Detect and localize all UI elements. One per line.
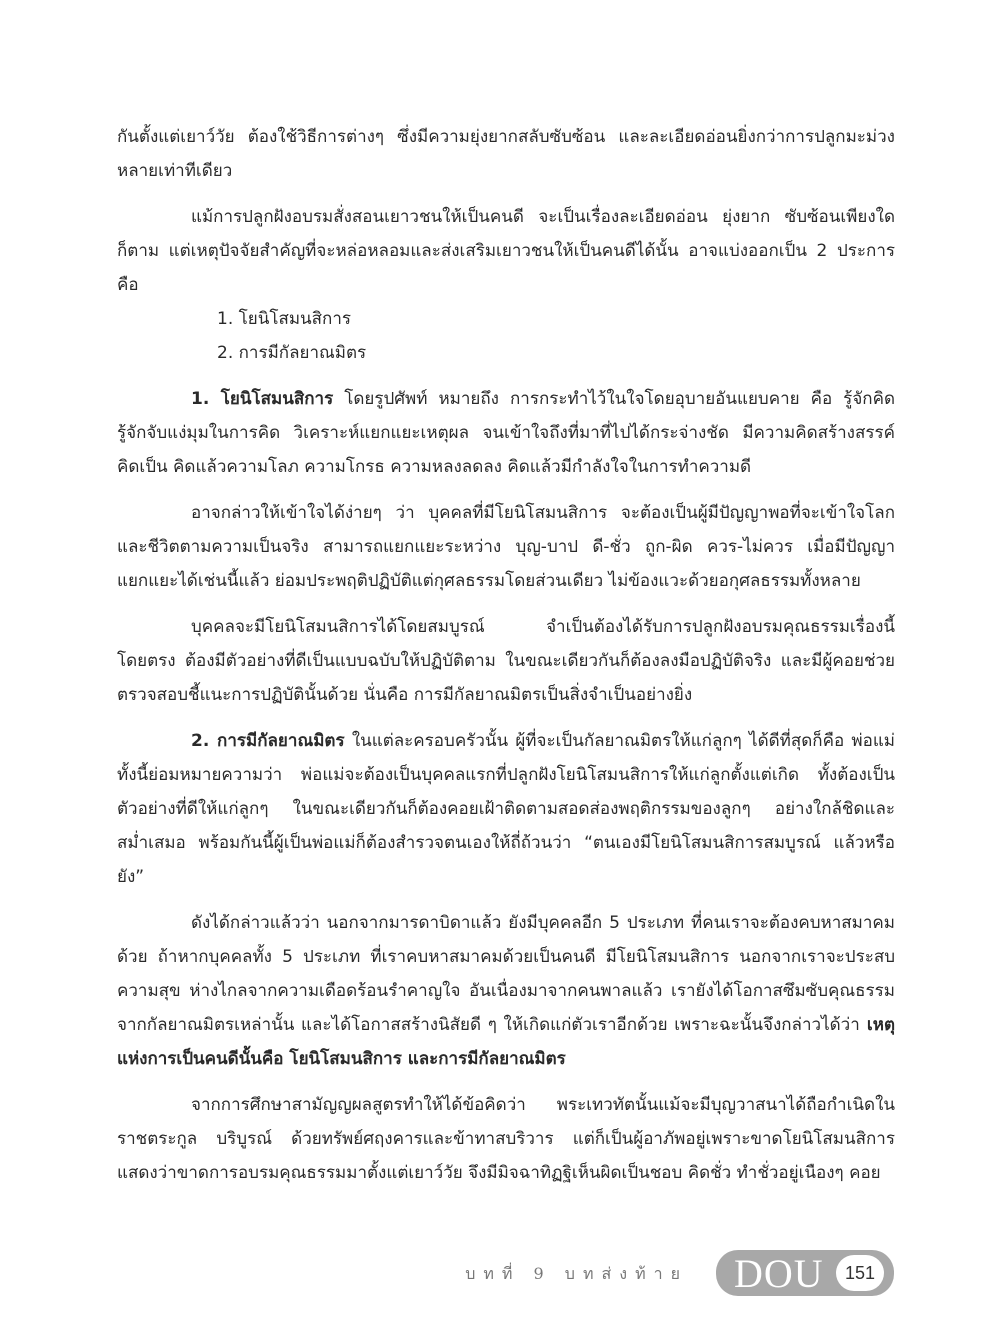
paragraph: จากการศึกษาสามัญญผลสูตรทำให้ได้ข้อคิดว่า พระเทวทัตนั้นแม้จะมีบุญวาสนาได้ถือกำเนิดในราชตระกูล บริบูรณ์ ด้วยทรัพย์ศฤงคารและข้าทาสบริวาร แต่ก็เป็นผู้อาภัพอยู่เพราะขาดโยนิโสมนสิการ แสดงว่าขาดการอบรมคุณธรรมมาตั้งแต่เยาว์วัย จึงมีมิจฉาทิฏฐิเห็นผิดเป็นชอบ คิดชั่ว ทำชั่วอยู่เนืองๆ คอย: [117, 1095, 895, 1183]
dou-badge: [716, 1250, 894, 1296]
page-number: 151: [836, 1255, 884, 1291]
section-heading: 2. การมีกัลยาณมิตร: [191, 731, 345, 751]
paragraph: [117, 724, 895, 894]
paragraph: [117, 382, 895, 484]
paragraph: อาจกล่าวให้เข้าใจได้ง่ายๆ ว่า บุคคลที่มีโยนิโสมนสิการ จะต้องเป็นผู้มีปัญญาพอที่จะเข้าใจโลกและชีวิตตามความเป็นจริง สามารถแยกแยะระหว่าง บุญ-บาป ดี-ชั่ว ถูก-ผิด ควร-ไม่ควร เมื่อมีปัญญาแยกแยะได้เช่นนี้แล้ว ย่อมประพฤติปฏิบัติแต่กุศลธรรมโดยส่วนเดียว ไม่ข้องแวะด้วยอกุศลธรรมทั้งหลาย: [117, 503, 895, 591]
paragraph: [117, 906, 895, 1076]
body-text: [117, 120, 895, 1190]
paragraph: กันตั้งแต่เยาว์วัย ต้องใช้วิธีการต่างๆ ซึ่งมีความยุ่งยากสลับซับซ้อน และละเอียดอ่อนยิ่งกว่าการปลูกมะม่วงหลายเท่าทีเดียว: [117, 127, 895, 181]
paragraph-text: ดังได้กล่าวแล้วว่า นอกจากมารดาบิดาแล้ว ยังมีบุคคลอีก 5 ประเภท ที่คนเราจะต้องคบหาสมาคมด้วย ถ้าหากบุคคลทั้ง 5 ประเภท ที่เราคบหาสมาคมด้วยเป็นคนดี มีโยนิโสมนสิการ นอกจากเราจะประสบความสุข ห่างไกลจากความเดือดร้อนรำคาญใจ อันเนื่องมาจากคนพาลแล้ว เรายังได้โอกาสซึมซับคุณธรรมจากกัลยาณมิตรเหล่านั้น และได้โอกาสสร้างนิสัยดี ๆ ให้เกิดแก่ตัวเราอีกด้วย เพราะฉะนั้นจึงกล่าวได้ว่า: [117, 913, 895, 1035]
list-item: 2. การมีกัลยาณมิตร: [217, 343, 367, 363]
paragraph: บุคคลจะมีโยนิโสมนสิการได้โดยสมบูรณ์ จำเป็นต้องได้รับการปลูกฝังอบรมคุณธรรมเรื่องนี้โดยตรง ต้องมีตัวอย่างที่ดีเป็นแบบฉบับให้ปฏิบัติตาม ในขณะเดียวกันก็ต้องลงมือปฏิบัติจริง และมีผู้คอยช่วยตรวจสอบชี้แนะการปฏิบัตินั้นด้วย นั่นคือ การมีกัลยาณมิตรเป็นสิ่งจำเป็นอย่างยิ่ง: [117, 617, 895, 705]
paragraph-text: ในแต่ละครอบครัวนั้น ผู้ที่จะเป็นกัลยาณมิตรให้แก่ลูกๆ ได้ดีที่สุดก็คือ พ่อแม่ ทั้งนี้ย่อมหมายความว่า พ่อแม่จะต้องเป็นบุคคลแรกที่ปลูกฝังโยนิโสมนสิการให้แก่ลูกตั้งแต่เกิด ทั้งต้องเป็นตัวอย่างที่ดีให้แก่ลูกๆ ในขณะเดียวกันก็ต้องคอยเฝ้าติดตามสอดส่องพฤติกรรมของลูกๆ อย่างใกล้ชิดและสม่ำเสมอ พร้อมกันนี้ผู้เป็นพ่อแม่ก็ต้องสำรวจตนเองให้ถี่ถ้วนว่า “ตนเองมีโยนิโสมนสิการสมบูรณ์ แล้วหรือยัง”: [117, 731, 895, 887]
chapter-label: บทที่ 9 บทส่งท้าย: [465, 1264, 688, 1283]
dou-logo: DOU: [734, 1251, 824, 1296]
page-footer: [0, 1250, 1000, 1300]
paragraph: แม้การปลูกฝังอบรมสั่งสอนเยาวชนให้เป็นคนดี จะเป็นเรื่องละเอียดอ่อน ยุ่งยาก ซับซ้อนเพียงใดก็ตาม แต่เหตุปัจจัยสำคัญที่จะหล่อหลอมและส่งเสริมเยาวชนให้เป็นคนดีได้นั้น อาจแบ่งออกเป็น 2 ประการ คือ: [117, 207, 895, 295]
paragraph-text: โดยรูปศัพท์ หมายถึง การกระทำไว้ในใจโดยอุบายอันแยบคาย คือ รู้จักคิด รู้จักจับแง่มุมในการคิด วิเคราะห์แยกแยะเหตุผล จนเข้าใจถึงที่มาที่ไปได้กระจ่างชัด มีความคิดสร้างสรรค์ คิดเป็น คิดแล้วความโลภ ความโกรธ ความหลงลดลง คิดแล้วมีกำลังใจในการทำความดี: [117, 389, 895, 477]
list-item: 1. โยนิโสมนสิการ: [217, 309, 352, 329]
emphasis-text: เหตุแห่งการเป็นคนดีนั้นคือ โยนิโสมนสิการ และการมีกัลยาณมิตร: [117, 1015, 895, 1069]
section-heading: 1. โยนิโสมนสิการ: [191, 389, 334, 409]
